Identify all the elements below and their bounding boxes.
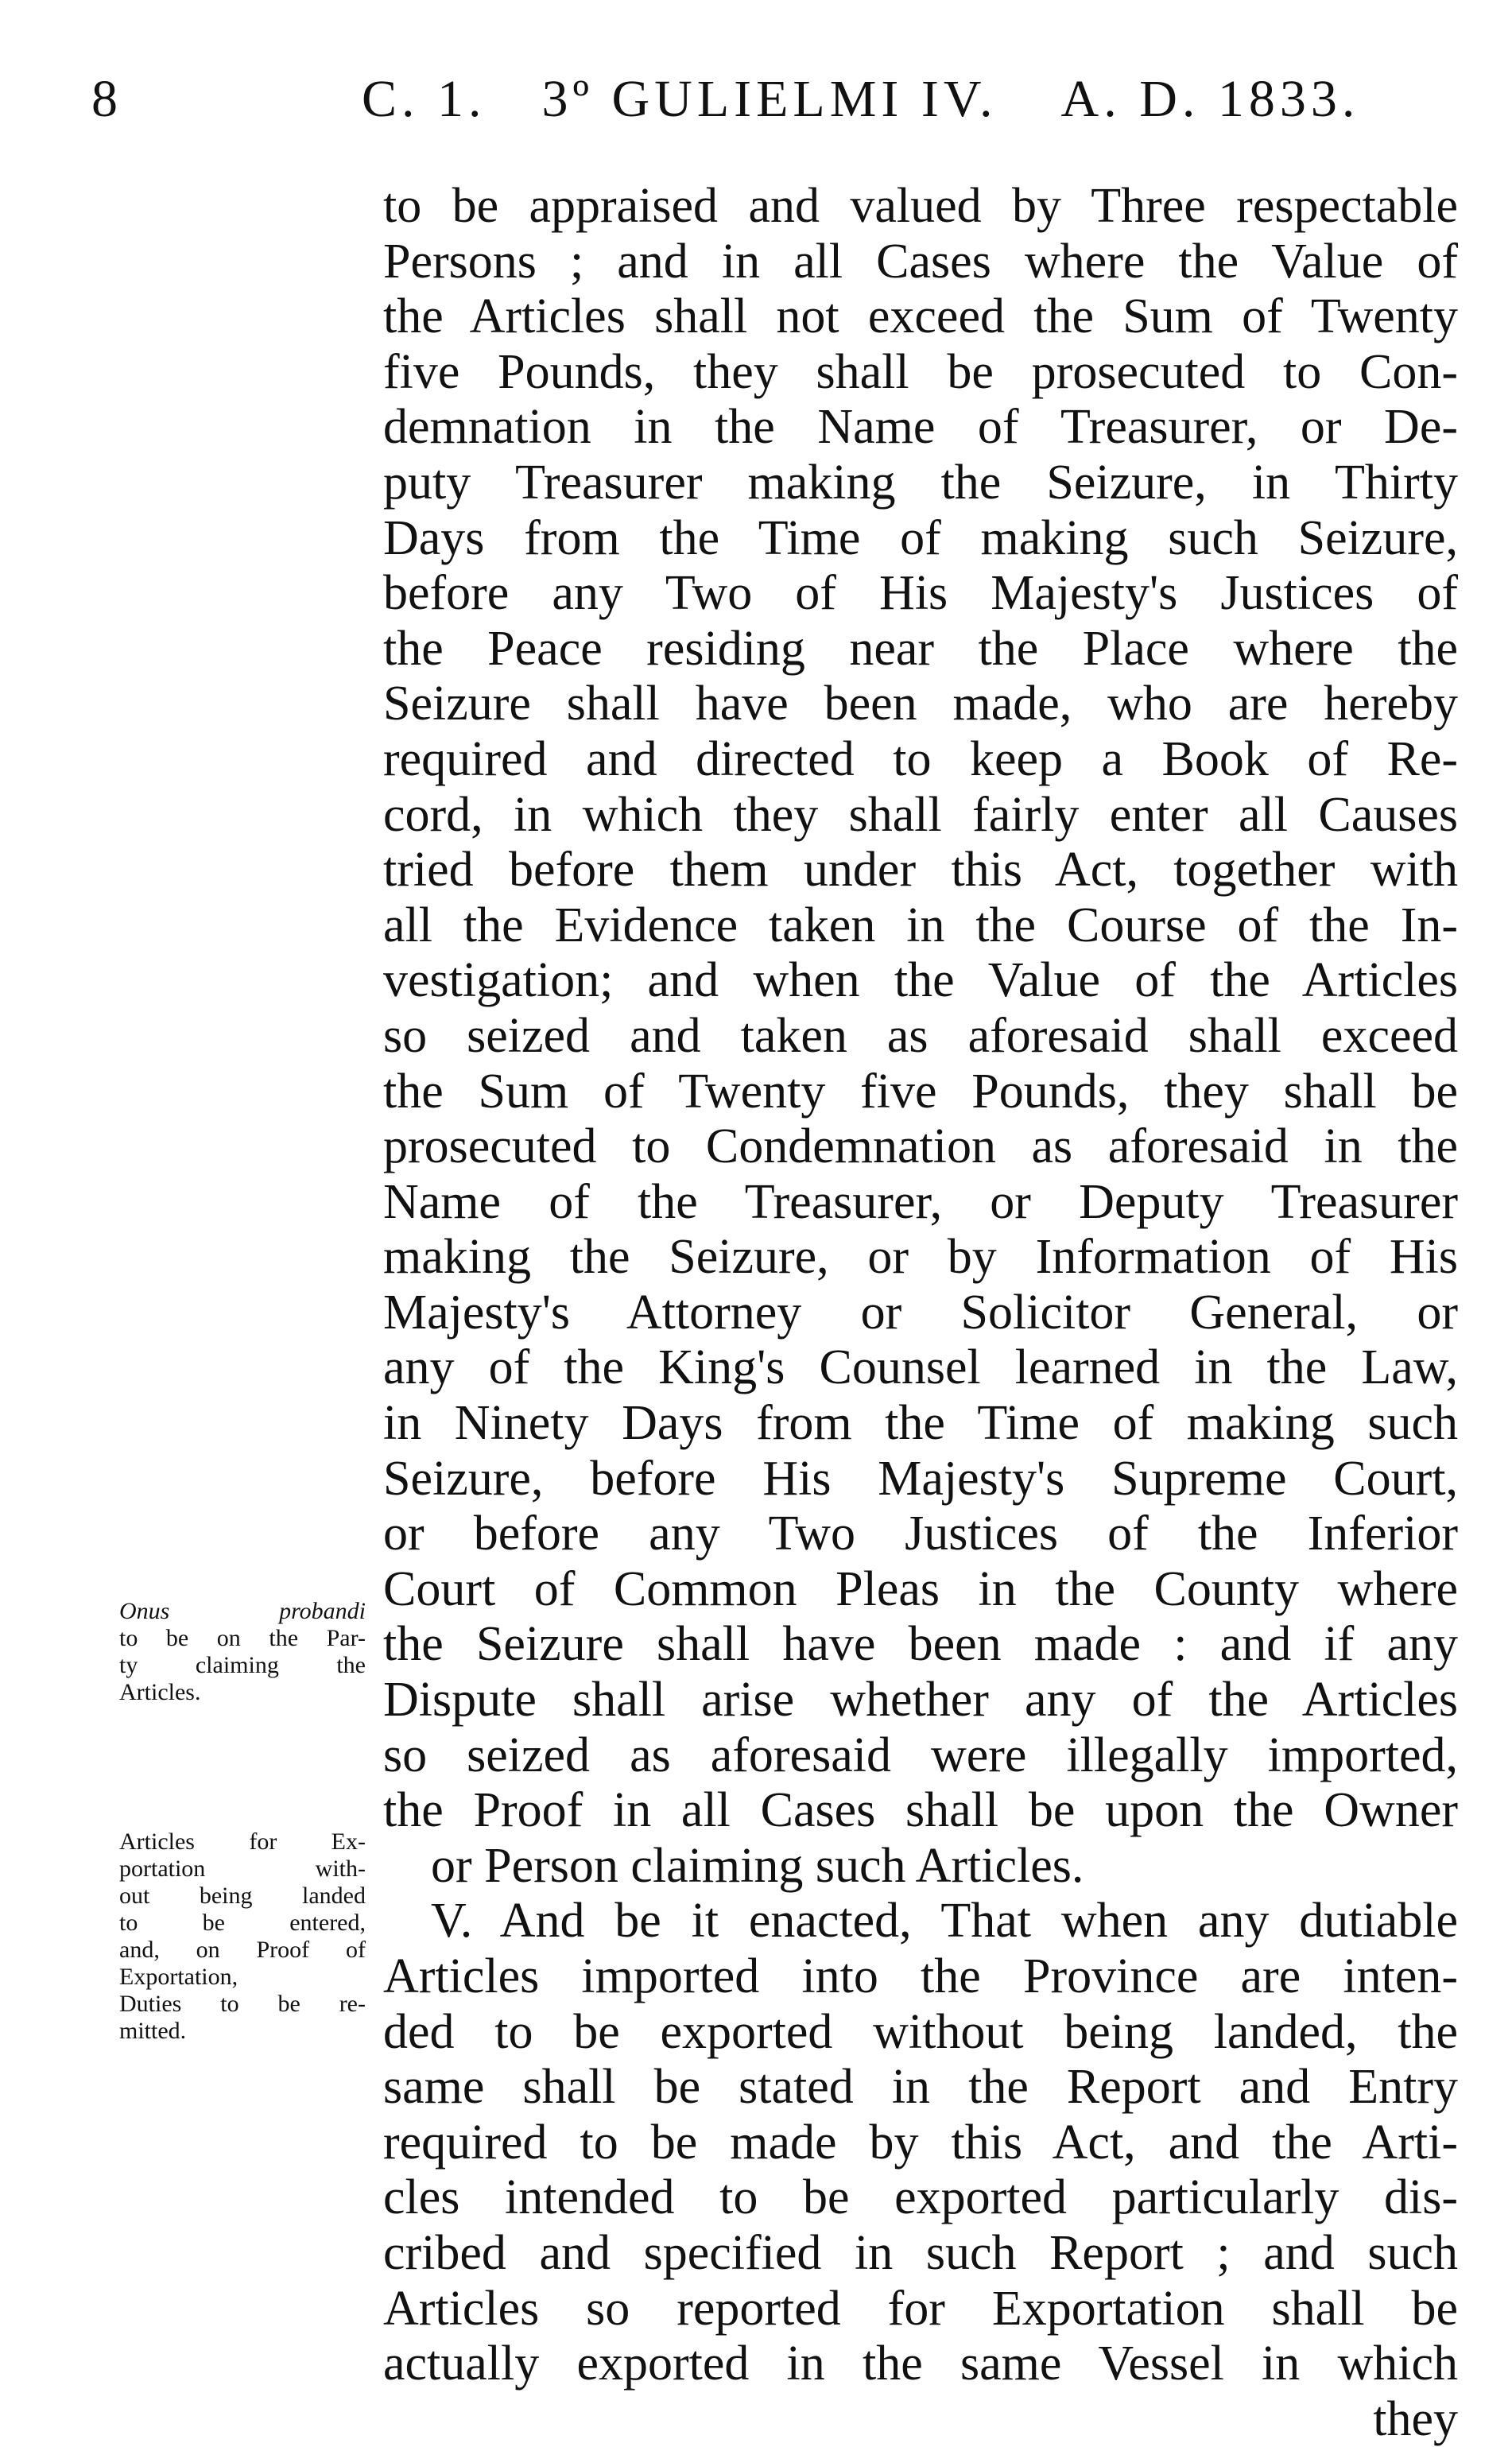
body-line: making the Seizure, or by Information of His xyxy=(383,1230,1458,1285)
body-line: vestigation; and when the Value of the Articles xyxy=(383,953,1458,1008)
margin-note-line: out being landed xyxy=(119,1883,366,1909)
margin-note-line: mitted. xyxy=(119,2018,187,2044)
body-line: Articles imported into the Province are inten- xyxy=(383,1949,1458,2003)
body-line: before any Two of His Majesty's Justices of xyxy=(383,566,1458,621)
body-line: cribed and specified in such Report ; and such xyxy=(383,2225,1458,2280)
margin-note-line: and, on Proof of xyxy=(119,1937,366,1963)
margin-note-line: Exportation, xyxy=(119,1964,238,1990)
margin-note-line: Duties to be re- xyxy=(119,1991,366,2017)
body-line: the Peace residing near the Place where the xyxy=(383,621,1458,676)
body-text xyxy=(383,179,1458,2447)
margin-note-articles-for-exportation xyxy=(119,1828,366,2045)
body-line: so seized as aforesaid were illegally imported, xyxy=(383,1728,1458,1782)
body-line: all the Evidence taken in the Course of the In- xyxy=(383,898,1458,952)
body-line: required and directed to keep a Book of Re- xyxy=(383,731,1458,786)
margin-note-line: Articles for Ex- xyxy=(119,1828,366,1855)
body-line: in Ninety Days from the Time of making such xyxy=(383,1396,1458,1451)
body-line: the Articles shall not exceed the Sum of Twenty xyxy=(383,289,1458,344)
body-line: or before any Two Justices of the Inferior xyxy=(383,1507,1458,1561)
body-line: Name of the Treasurer, or Deputy Treasurer xyxy=(383,1174,1458,1229)
body-line: demnation in the Name of Treasurer, or De- xyxy=(383,400,1458,455)
body-line: Days from the Time of making such Seizure, xyxy=(383,510,1458,565)
body-line: ded to be exported without being landed, the xyxy=(383,2004,1458,2059)
margin-note-line: Articles. xyxy=(119,1679,201,1705)
body-line: the Proof in all Cases shall be upon the Owner xyxy=(383,1783,1458,1838)
body-line: to be appraised and valued by Three respectable xyxy=(383,179,1458,233)
body-line: prosecuted to Condemnation as aforesaid in the xyxy=(383,1119,1458,1174)
margin-note-line: portation with- xyxy=(119,1856,366,1882)
catchword: they xyxy=(1373,2391,1458,2446)
body-line: Persons ; and in all Cases where the Value of xyxy=(383,234,1458,289)
margin-note-line: Onus probandi xyxy=(119,1598,366,1624)
margin-note-line: to be entered, xyxy=(119,1910,366,1936)
body-line: Court of Common Pleas in the County where xyxy=(383,1561,1458,1616)
running-head xyxy=(362,70,1360,128)
page-number: 8 xyxy=(91,70,118,128)
body-line: required to be made by this Act, and the Arti- xyxy=(383,2115,1458,2170)
body-line: so seized and taken as aforesaid shall exceed xyxy=(383,1008,1458,1063)
body-line: Seizure, before His Majesty's Supreme Court, xyxy=(383,1451,1458,1506)
margin-note-line: ty claiming the xyxy=(119,1652,366,1678)
body-line: or Person claiming such Articles. xyxy=(431,1838,1084,1893)
running-head-regnal-year: 3º GULIELMI IV. xyxy=(541,70,998,128)
running-head-year: A. D. 1833. xyxy=(1060,70,1360,128)
body-line: tried before them under this Act, together with xyxy=(383,843,1458,898)
body-line: Majesty's Attorney or Solicitor General, or xyxy=(383,1285,1458,1340)
body-line: any of the King's Counsel learned in the Law, xyxy=(383,1340,1458,1395)
running-head-chapter: C. 1. xyxy=(362,70,487,128)
margin-note-line: to be on the Par- xyxy=(119,1625,366,1651)
body-line: cles intended to be exported particularly dis- xyxy=(383,2170,1458,2225)
body-line: the Seizure shall have been made : and if any xyxy=(383,1617,1458,1672)
body-line: cord, in which they shall fairly enter all Causes xyxy=(383,787,1458,842)
body-line: same shall be stated in the Report and Entry xyxy=(383,2060,1458,2115)
body-line: Dispute shall arise whether any of the Articles xyxy=(383,1673,1458,1728)
body-line: the Sum of Twenty five Pounds, they shall be xyxy=(383,1064,1458,1119)
margin-note-onus-probandi xyxy=(119,1598,366,1706)
body-line: actually exported in the same Vessel in which xyxy=(383,2336,1458,2391)
body-line: five Pounds, they shall be prosecuted to Con- xyxy=(383,344,1458,399)
body-line: Articles so reported for Exportation shall be xyxy=(383,2281,1458,2336)
body-line: puty Treasurer making the Seizure, in Thirty xyxy=(383,455,1458,510)
section-v-heading-line: V. And be it enacted, That when any dutiable xyxy=(431,1894,1458,1949)
body-line: Seizure shall have been made, who are hereby xyxy=(383,677,1458,731)
